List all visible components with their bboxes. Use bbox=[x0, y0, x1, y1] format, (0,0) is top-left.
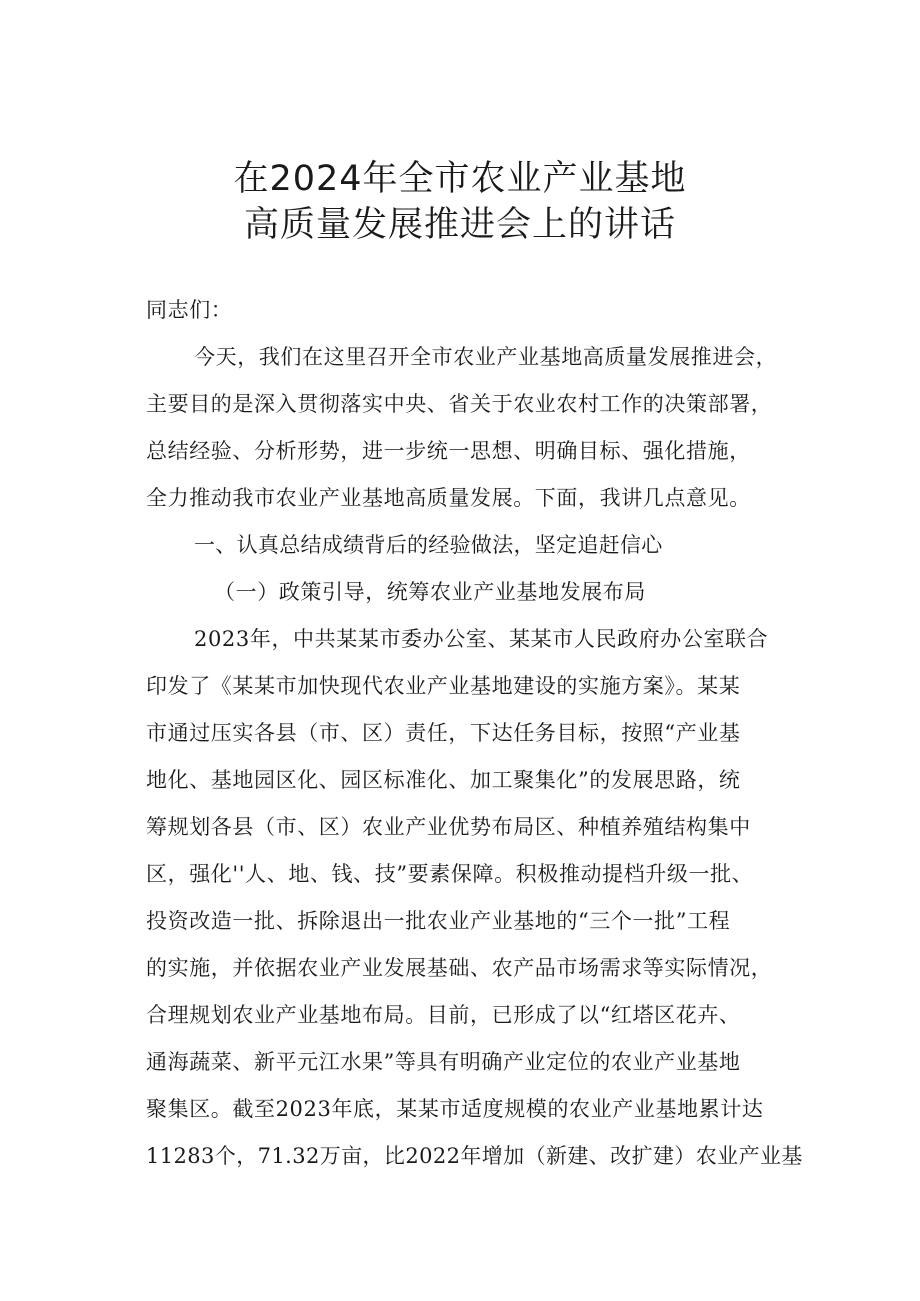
body-line-10: 通海蔬菜、新平元江水果”等具有明确产业定位的农业产业基地 bbox=[146, 1050, 741, 1074]
body-line-4: 地化、基地园区化、园区标准化、加工聚集化”的发展思路，统 bbox=[146, 768, 741, 792]
body-line-12: 11283个，71.32万亩，比2022年增加（新建、改扩建）农业产业基 bbox=[146, 1144, 803, 1168]
document-title-line-1: 在2024年全市农业产业基地 bbox=[233, 159, 687, 199]
subsection-1-heading: （一）政策引导，统筹农业产业基地发展布局 bbox=[214, 580, 646, 604]
intro-line-1: 今天，我们在这里召开全市农业产业基地高质量发展推进会， bbox=[194, 345, 778, 369]
body-line-5: 筹规划各县（市、区）农业产业优势布局区、种植养殖结构集中 bbox=[146, 815, 751, 839]
body-line-2: 印发了《某某市加快现代农业产业基地建设的实施方案》。某某 bbox=[146, 674, 741, 698]
body-line-7: 投资改造一批、拆除退出一批农业产业基地的“三个一批”工程 bbox=[146, 909, 731, 933]
document-title-line-2: 高质量发展推进会上的讲话 bbox=[243, 205, 676, 245]
intro-line-3: 总结经验、分析形势，进一步统一思想、明确目标、强化措施， bbox=[146, 439, 751, 463]
intro-line-2: 主要目的是深入贯彻落实中央、省关于农业农村工作的决策部署， bbox=[146, 392, 773, 416]
salutation: 同志们： bbox=[146, 298, 233, 322]
body-line-8: 的实施，并依据农业产业发展基础、农产品市场需求等实际情况， bbox=[146, 956, 773, 980]
section-1-heading: 一、认真总结成绩背后的经验做法，坚定追赶信心 bbox=[194, 533, 663, 557]
body-line-1: 2023年，中共某某市委办公室、某某市人民政府办公室联合 bbox=[194, 627, 769, 651]
body-line-9: 合理规划农业产业基地布局。目前，已形成了以“红塔区花卉、 bbox=[146, 1003, 741, 1027]
body-line-6: 区，强化''人、地、钱、技”要素保障。积极推动提档升级一批、 bbox=[146, 862, 754, 886]
body-line-3: 市通过压实各县（市、区）责任，下达任务目标，按照“产业基 bbox=[146, 721, 741, 745]
intro-line-4: 全力推动我市农业产业基地高质量发展。下面，我讲几点意见。 bbox=[146, 486, 751, 510]
body-line-11: 聚集区。截至2023年底，某某市适度规模的农业产业基地累计达 bbox=[146, 1097, 764, 1121]
